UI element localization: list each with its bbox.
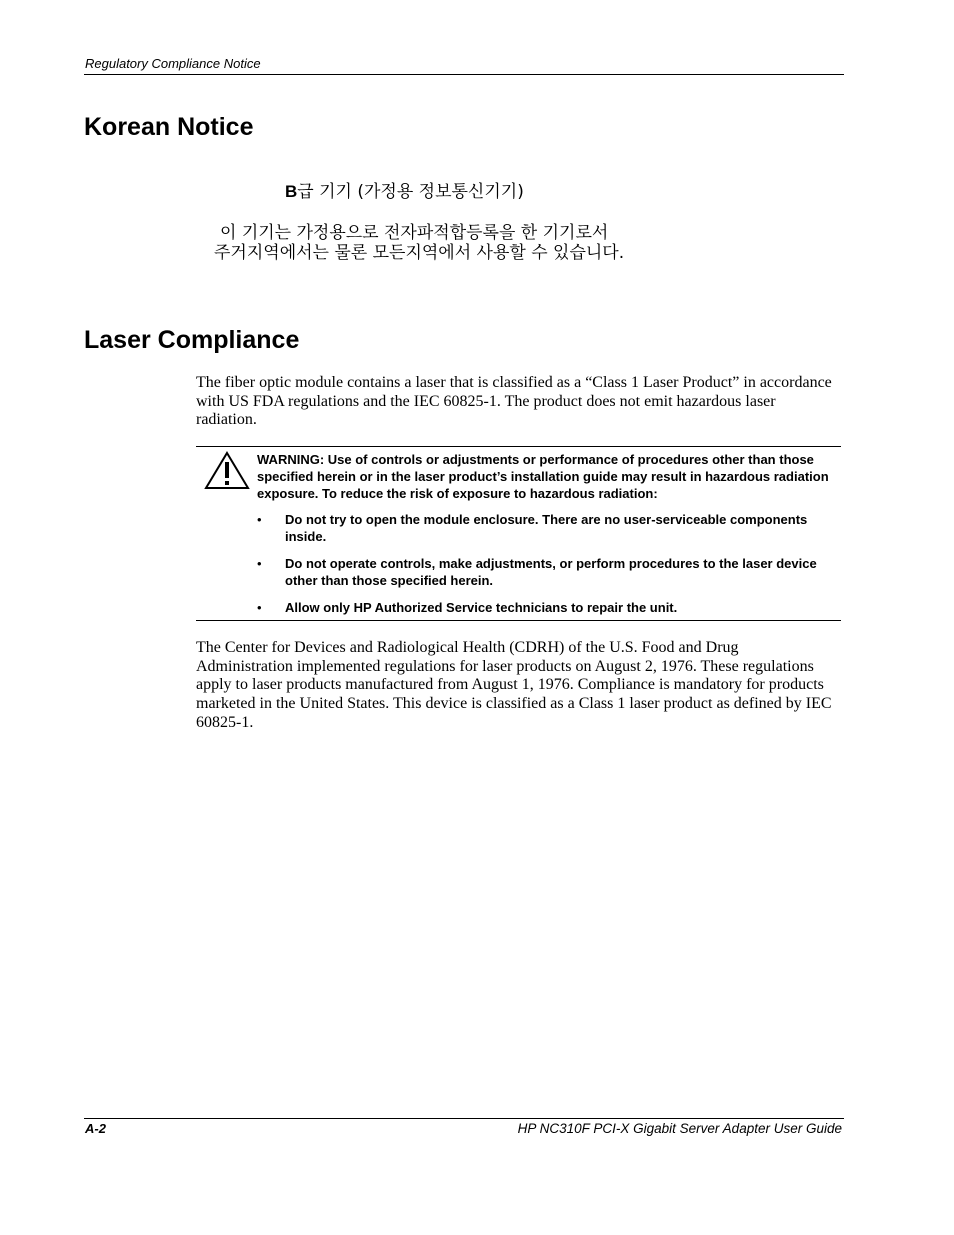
warning-bullet-text: Allow only HP Authorized Service technicians to repair the unit.: [285, 600, 678, 615]
warning-bullet-text: Do not try to open the module enclosure. There are no user-serviceable components inside.: [285, 512, 808, 544]
bullet-dot-icon: •: [257, 600, 262, 615]
warning-bullet-text: Do not operate controls, make adjustments, or perform procedures to the laser device other than those specified herein.: [285, 556, 817, 588]
warning-bottom-rule: [196, 620, 841, 621]
korean-class-text: 급 기기 (가정용 정보통신기기): [297, 182, 524, 202]
warning-triangle-icon: [204, 451, 250, 491]
bullet-dot-icon: •: [257, 512, 262, 527]
warning-bullet-list: [257, 511, 842, 626]
warning-bullet: [257, 555, 842, 589]
korean-notice-line-2: 주거지역에서는 물론 모든지역에서 사용할 수 있습니다.: [214, 243, 625, 263]
footer-divider: [84, 1118, 844, 1119]
korean-notice-line-1: 이 기기는 가정용으로 전자파적합등록을 한 기기로서: [220, 223, 609, 243]
laser-intro-paragraph: The fiber optic module contains a laser that is classified as a “Class 1 Laser Product” in accordance with US FDA regulations and the IEC 60825-1. The product does not emit hazardous laser radiation.: [196, 374, 832, 429]
laser-compliance-heading: Laser Compliance: [84, 326, 300, 354]
header-divider: [84, 74, 844, 75]
running-header: Regulatory Compliance Notice: [85, 56, 261, 71]
korean-class-prefix: B: [285, 182, 298, 201]
korean-class-title: [285, 177, 524, 202]
bullet-dot-icon: •: [257, 556, 262, 571]
page-number: A-2: [85, 1121, 106, 1136]
cdrh-paragraph: The Center for Devices and Radiological Health (CDRH) of the U.S. Food and Drug Administration implemented regulations for laser products on August 2, 1976. These regulations apply to laser products manufactured from August 1, 1976. Compliance is mandatory for products marketed in the United States. This device is classified as a Class 1 laser product as defined by IEC 60825-1.: [196, 639, 832, 731]
korean-notice-heading: Korean Notice: [84, 113, 254, 141]
document-title: HP NC310F PCI-X Gigabit Server Adapter User Guide: [517, 1121, 842, 1136]
warning-top-rule: [196, 446, 841, 447]
warning-text: WARNING: Use of controls or adjustments or performance of procedures other than those specified herein or in the laser product’s installation guide may result in hazardous radiation exposure. To reduce the risk of exposure to hazardous radiation:: [257, 452, 829, 501]
warning-bullet: [257, 599, 842, 616]
korean-notice-image: [200, 168, 730, 263]
warning-bullet: [257, 511, 842, 545]
